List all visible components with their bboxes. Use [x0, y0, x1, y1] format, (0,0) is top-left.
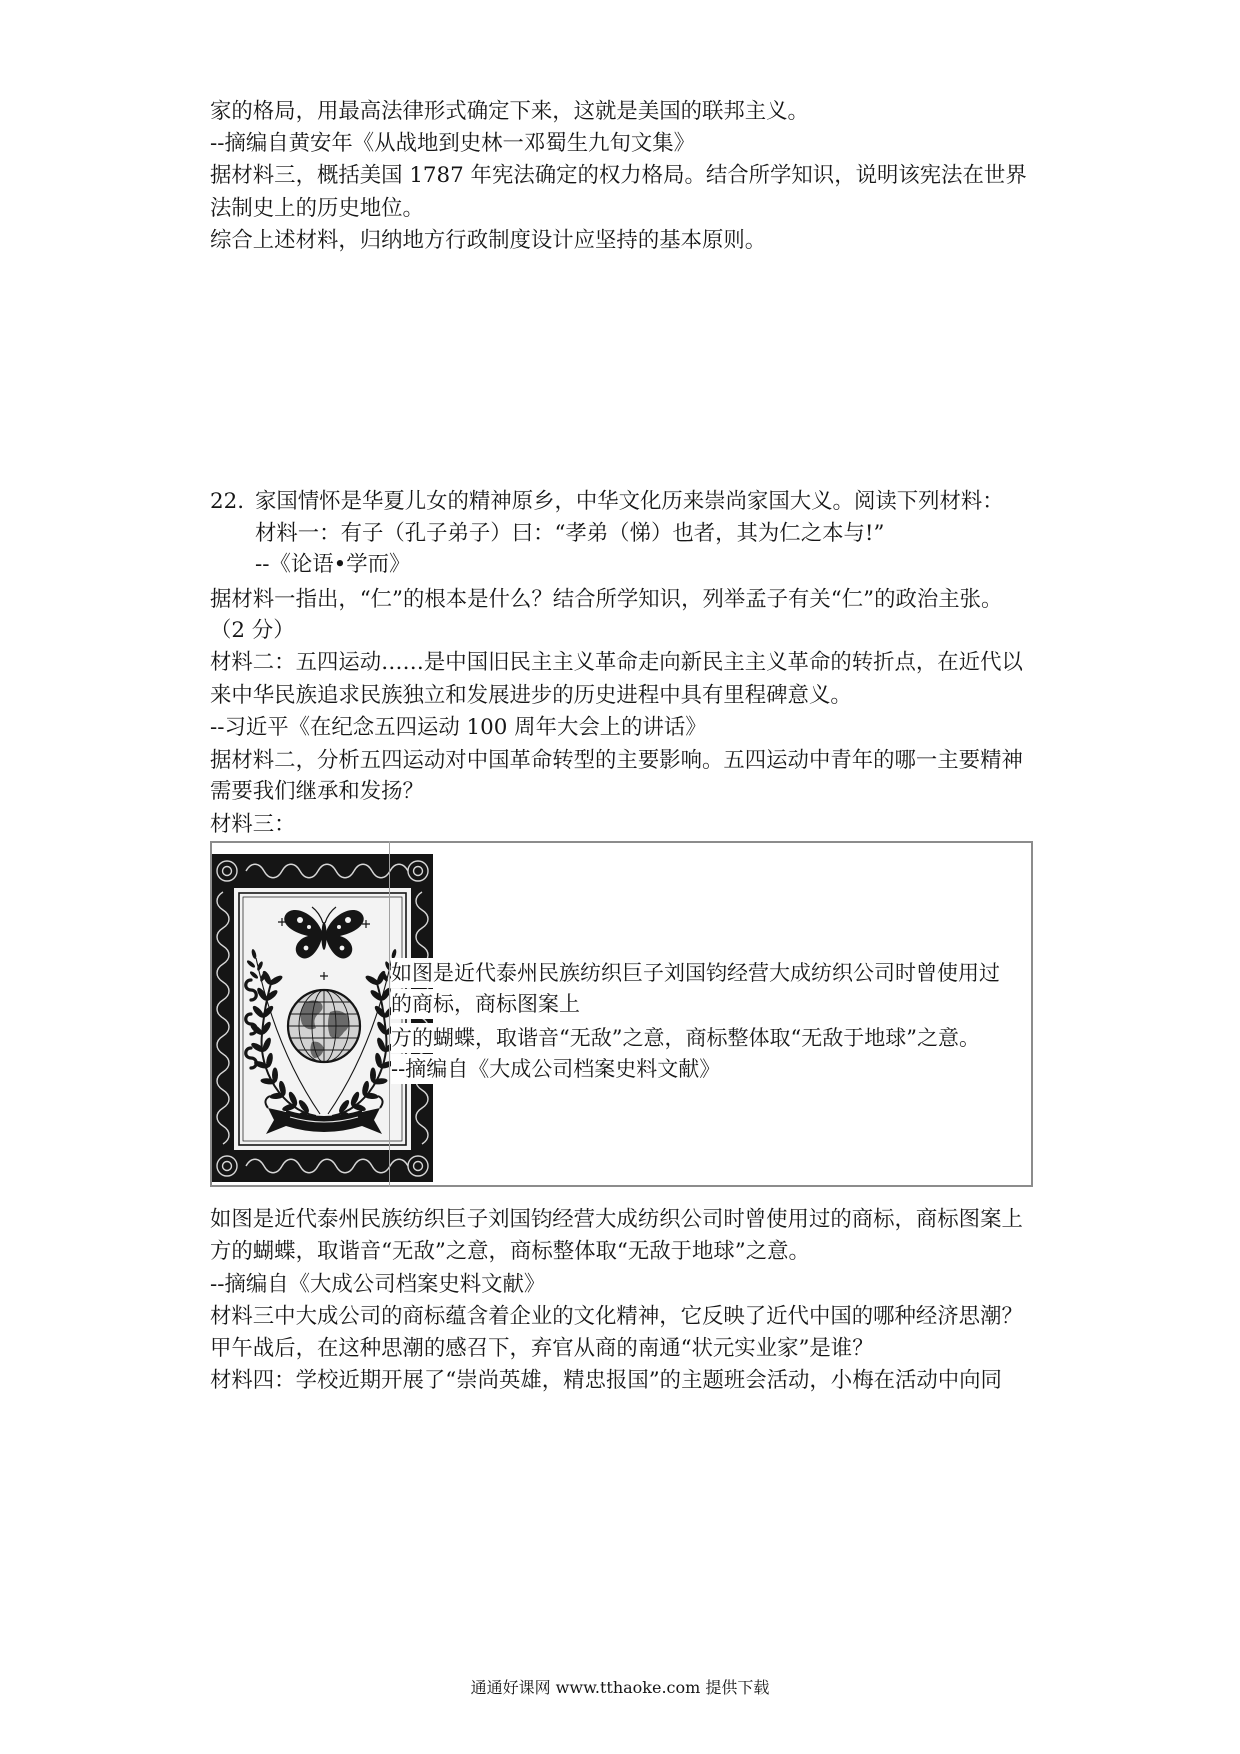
material-3-box-source: --摘编自《大成公司档案史料文献》	[391, 1054, 720, 1084]
page-footer: 通通好课网 www.tthaoke.com 提供下载	[470, 1678, 770, 1697]
material-2-line: 材料二：五四运动……是中国旧民主主义革命走向新民主主义革命的转折点，在近代以	[210, 650, 1023, 675]
material-2-line: 来中华民族追求民族独立和发展进步的历史进程中具有里程碑意义。	[210, 683, 852, 708]
material-text-line: 家的格局，用最高法律形式确定下来，这就是美国的联邦主义。	[210, 99, 809, 124]
material-1-source: --《论语•学而》	[255, 552, 411, 577]
trademark-globe	[288, 990, 360, 1062]
material-source: --摘编自黄安年《从战地到史林一邓蜀生九旬文集》	[210, 131, 696, 156]
material-1-text: 材料一：有子（孔子弟子）曰：“孝弟（悌）也者，其为仁之本与!”	[255, 521, 885, 546]
laurel-leaf	[272, 1068, 278, 1083]
material-4-text: 材料四：学校近期开展了“崇尚英雄，精忠报国”的主题班会活动，小梅在活动中向同	[210, 1368, 1002, 1393]
question-text-line: 法制史上的历史地位。	[210, 196, 424, 221]
task-3-line: 材料三中大成公司的商标蕴含着企业的文化精神，它反映了近代中国的哪种经济思潮？	[210, 1304, 1023, 1329]
task-1-score: （2 分）	[210, 618, 295, 643]
material-2-source: --习近平《在纪念五四运动 100 周年大会上的讲话》	[210, 715, 707, 740]
task-2-line: 据材料二，分析五四运动对中国革命转型的主要影响。五四运动中青年的哪一主要精神	[210, 748, 1023, 773]
material-3-box-divider	[389, 841, 390, 1187]
material-3-box-caption-line: 的商标，商标图案上	[391, 989, 580, 1019]
material-3-label: 材料三：	[210, 812, 296, 837]
question-number: 22.	[210, 489, 245, 514]
material-3-box-caption-line: 方的蝴蝶，取谐音“无敌”之意，商标整体取“无敌于地球”之意。	[391, 1023, 980, 1053]
material-3-box-caption-line: 如图是近代泰州民族纺织巨子刘国钧经营大成纺织公司时曾使用过	[391, 958, 1000, 988]
material-3-caption-line: 方的蝴蝶，取谐音“无敌”之意，商标整体取“无敌于地球”之意。	[210, 1239, 810, 1264]
task-1-line: 据材料一指出，“仁”的根本是什么？结合所学知识，列举孟子有关“仁”的政治主张。	[210, 587, 1003, 612]
material-3-source: --摘编自《大成公司档案史料文献》	[210, 1272, 546, 1297]
material-3-caption-line: 如图是近代泰州民族纺织巨子刘国钧经营大成纺织公司时曾使用过的商标，商标图案上	[210, 1207, 1023, 1232]
question-text-line: 据材料三，概括美国 1787 年宪法确定的权力格局。结合所学知识，说明该宪法在世界	[210, 163, 1027, 188]
task-2-line: 需要我们继承和发扬？	[210, 779, 424, 804]
question-text-line: 综合上述材料，归纳地方行政制度设计应坚持的基本原则。	[210, 228, 767, 253]
task-3-line: 甲午战后，在这种思潮的感召下，弃官从商的南通“状元实业家”是谁？	[210, 1336, 874, 1361]
question-stem: 家国情怀是华夏儿女的精神原乡，中华文化历来崇尚家国大义。阅读下列材料：	[255, 489, 1004, 514]
laurel-leaf	[370, 1068, 376, 1083]
